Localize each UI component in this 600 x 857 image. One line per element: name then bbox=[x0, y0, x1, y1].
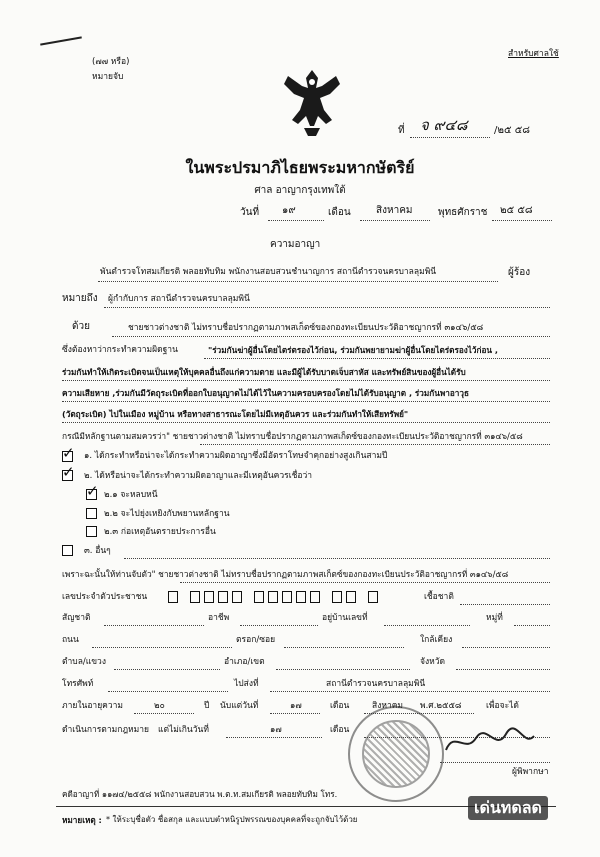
judge-label: ผู้พิพากษา bbox=[512, 767, 549, 777]
charge-label: ซึ่งต้องหาว่ากระทำความผิดฐาน bbox=[62, 345, 178, 355]
road-label: ถนน bbox=[62, 635, 79, 645]
check-mark-icon: ✓ bbox=[62, 444, 75, 462]
date-day-label: วันที่ bbox=[240, 207, 260, 218]
nx-month-label: เดือน bbox=[330, 725, 350, 735]
from-day: ๑๗ bbox=[290, 701, 302, 711]
subdistrict-label: ตำบล/แขวง bbox=[62, 657, 106, 667]
moo-label: หมู่ที่ bbox=[486, 613, 503, 623]
phone-label: โทรศัพท์ bbox=[62, 679, 94, 689]
note-text: * ให้ระบุชื่อตัว ชื่อสกุล และแบบตำหนิรูปพรรณของบุคคลที่จะถูกจับไว้ด้วย bbox=[106, 815, 358, 824]
district-label: อำเภอ/เขต bbox=[224, 657, 265, 667]
option-2-label: ๒. ได้หรือน่าจะได้กระทำความผิดอาญาและมีเหตุอันควรเชื่อว่า bbox=[84, 471, 313, 481]
to-value: ผู้กำกับการ สถานีตำรวจนครบาลลุมพินี bbox=[108, 294, 250, 304]
not-exceed-label: แต่ไม่เกินวันที่ bbox=[158, 725, 209, 735]
year-label: ปี bbox=[204, 701, 210, 711]
doc-no-year: /๒๕ ๕๘ bbox=[494, 125, 530, 136]
by-value: ชายชาวต่างชาติ ไม่ทราบชื่อปรากฏตามภาพสเก็ตซ์ของกองทะเบียนประวัติอาชญากรที่ ๓๑๔๖/๕๘ bbox=[128, 323, 484, 333]
option-2-3-label: ๒.๓ ก่อเหตุอันตรายประการอื่น bbox=[104, 527, 216, 537]
date-year-label: พุทธศักราช bbox=[438, 207, 488, 218]
from-month-label: เดือน bbox=[330, 701, 350, 711]
option-2-3-checkbox[interactable] bbox=[86, 526, 97, 537]
proceed-text: ดำเนินการตามกฎหมาย bbox=[62, 725, 150, 735]
court-seal-inner-icon bbox=[362, 720, 430, 788]
charge-line-3: ความเสียหาย ,ร่วมกันมีวัตถุระเบิดที่ออกใบอนุญาตไม่ได้ไว้ในความครอบครองโดยไม่ได้รับอนุญาต , ร่วมกันพาอาวุธ bbox=[62, 388, 469, 398]
to-label: หมายถึง bbox=[62, 293, 98, 304]
option-2-2-checkbox[interactable] bbox=[86, 508, 97, 519]
therefore-text: เพราะฉะนั้นให้ท่านจับตัว" ชายชาวต่างชาติ ไม่ทราบชื่อปรากฏตามภาพสเก็ตซ์ของกองทะเบียนประวัติอาชญากรที่ ๓๑๔๖/๕๘ bbox=[62, 569, 509, 579]
evidence-text: กรณีมีหลักฐานตามสมควรว่า" ชายชาวต่างชาติ ไม่ทราบชื่อปรากฏตามภาพสเก็ตซ์ของกองทะเบียนประวัติอาชญากรที่ ๓๑๔๖/๕๘ bbox=[62, 431, 523, 441]
watermark-logo: เด่นทดลด bbox=[468, 796, 548, 820]
date-month-label: เดือน bbox=[328, 207, 351, 218]
by-label: ด้วย bbox=[72, 321, 90, 332]
case-reference: คดีอาญาที่ ๑๑๗๔/๒๕๕๘ พนักงานสอบสวน พ.ต.ท.สมเกียรติ พลอยทับทิม โทร. bbox=[62, 789, 338, 799]
doc-no-value: จ ๙๔๘ bbox=[420, 116, 468, 134]
id-label: เลขประจำตัวประชาชน bbox=[62, 592, 148, 602]
margin-mark bbox=[40, 36, 82, 45]
date-day: ๑๙ bbox=[282, 205, 296, 216]
note-label: หมายเหตุ : bbox=[62, 815, 102, 825]
nx-day: ๑๗ bbox=[270, 725, 282, 735]
nationality-label: สัญชาติ bbox=[62, 613, 91, 623]
soi-label: ตรอก/ซอย bbox=[236, 635, 276, 645]
within-years: ๒๐ bbox=[154, 701, 165, 711]
check-mark-icon: ✓ bbox=[86, 482, 99, 500]
charge-line-1: "ร่วมกันฆ่าผู้อื่นโดยไตร่ตรองไว้ก่อน, ร่วมกันพยายามฆ่าผู้อื่นโดยไตร่ตรองไว้ก่อน , bbox=[208, 345, 498, 355]
province-label: จังหวัด bbox=[420, 657, 446, 667]
charge-line-4: (วัตถุระเบิด) ไปในเมือง หมู่บ้าน หรือทางสาธารณะโดยไม่มีเหตุอันควร และร่วมกันทำให้เสียทรัพย์" bbox=[62, 409, 409, 419]
ethnicity-label: เชื้อชาติ bbox=[424, 592, 454, 602]
judge-signature-icon bbox=[440, 724, 540, 760]
date-year: ๒๕ ๕๘ bbox=[500, 205, 533, 216]
option-1-label: ๑. ได้กระทำหรือน่าจะได้กระทำความผิดอาญาซึ่งมีอัตราโทษจำคุกอย่างสูงเกินสามปี bbox=[84, 451, 388, 461]
court-use-label: สำหรับศาลใช้ bbox=[508, 49, 559, 59]
form-name: หมายจับ bbox=[92, 72, 124, 82]
purpose: เพื่อจะได้ bbox=[486, 701, 519, 711]
near-label: ใกล้เคียง bbox=[420, 635, 453, 645]
within-label: ภายในอายุความ bbox=[62, 701, 124, 711]
doc-no-label: ที่ bbox=[398, 125, 405, 136]
option-3-label: ๓. อื่นๆ bbox=[84, 546, 111, 556]
charge-line-2: ร่วมกันทำให้เกิดระเบิดจนเป็นเหตุให้บุคคลอื่นถึงแก่ความตาย และมีผู้ได้รับบาดเจ็บสาหัส และทรัพย์สินของผู้อื่นได้รับ bbox=[62, 367, 466, 377]
from-month: สิงหาคม bbox=[372, 701, 404, 711]
form-code: (๗๗ หรือ) bbox=[92, 57, 130, 67]
house-label: อยู่บ้านเลขที่ bbox=[322, 613, 368, 623]
check-mark-icon: ✓ bbox=[62, 463, 75, 481]
case-type: ความอาญา bbox=[270, 239, 321, 250]
from-year: พ.ศ.๒๕๕๘ bbox=[420, 701, 462, 711]
applicant: พันตำรวจโทสมเกียรติ พลอยทับทิม พนักงานสอบสวนชำนาญการ สถานีตำรวจนครบาลลุมพินี bbox=[100, 267, 437, 277]
from-label: นับแต่วันที่ bbox=[220, 701, 259, 711]
deliver-label: ไปส่งที่ bbox=[234, 679, 259, 689]
option-2-2-label: ๒.๒ จะไปยุ่งเหยิงกับพยานหลักฐาน bbox=[104, 509, 230, 519]
applicant-role: ผู้ร้อง bbox=[508, 267, 531, 278]
page-title: ในพระปรมาภิไธยพระมหากษัตริย์ bbox=[185, 158, 415, 177]
option-3-checkbox[interactable] bbox=[62, 545, 73, 556]
garuda-emblem-icon bbox=[280, 66, 344, 138]
deliver-value: สถานีตำรวจนครบาลลุมพินี bbox=[326, 679, 426, 689]
date-month: สิงหาคม bbox=[376, 205, 413, 216]
occupation-label: อาชีพ bbox=[208, 613, 230, 623]
option-2-1-label: ๒.๑ จะหลบหนี bbox=[104, 490, 158, 500]
court-name: ศาล อาญากรุงเทพใต้ bbox=[254, 185, 346, 196]
